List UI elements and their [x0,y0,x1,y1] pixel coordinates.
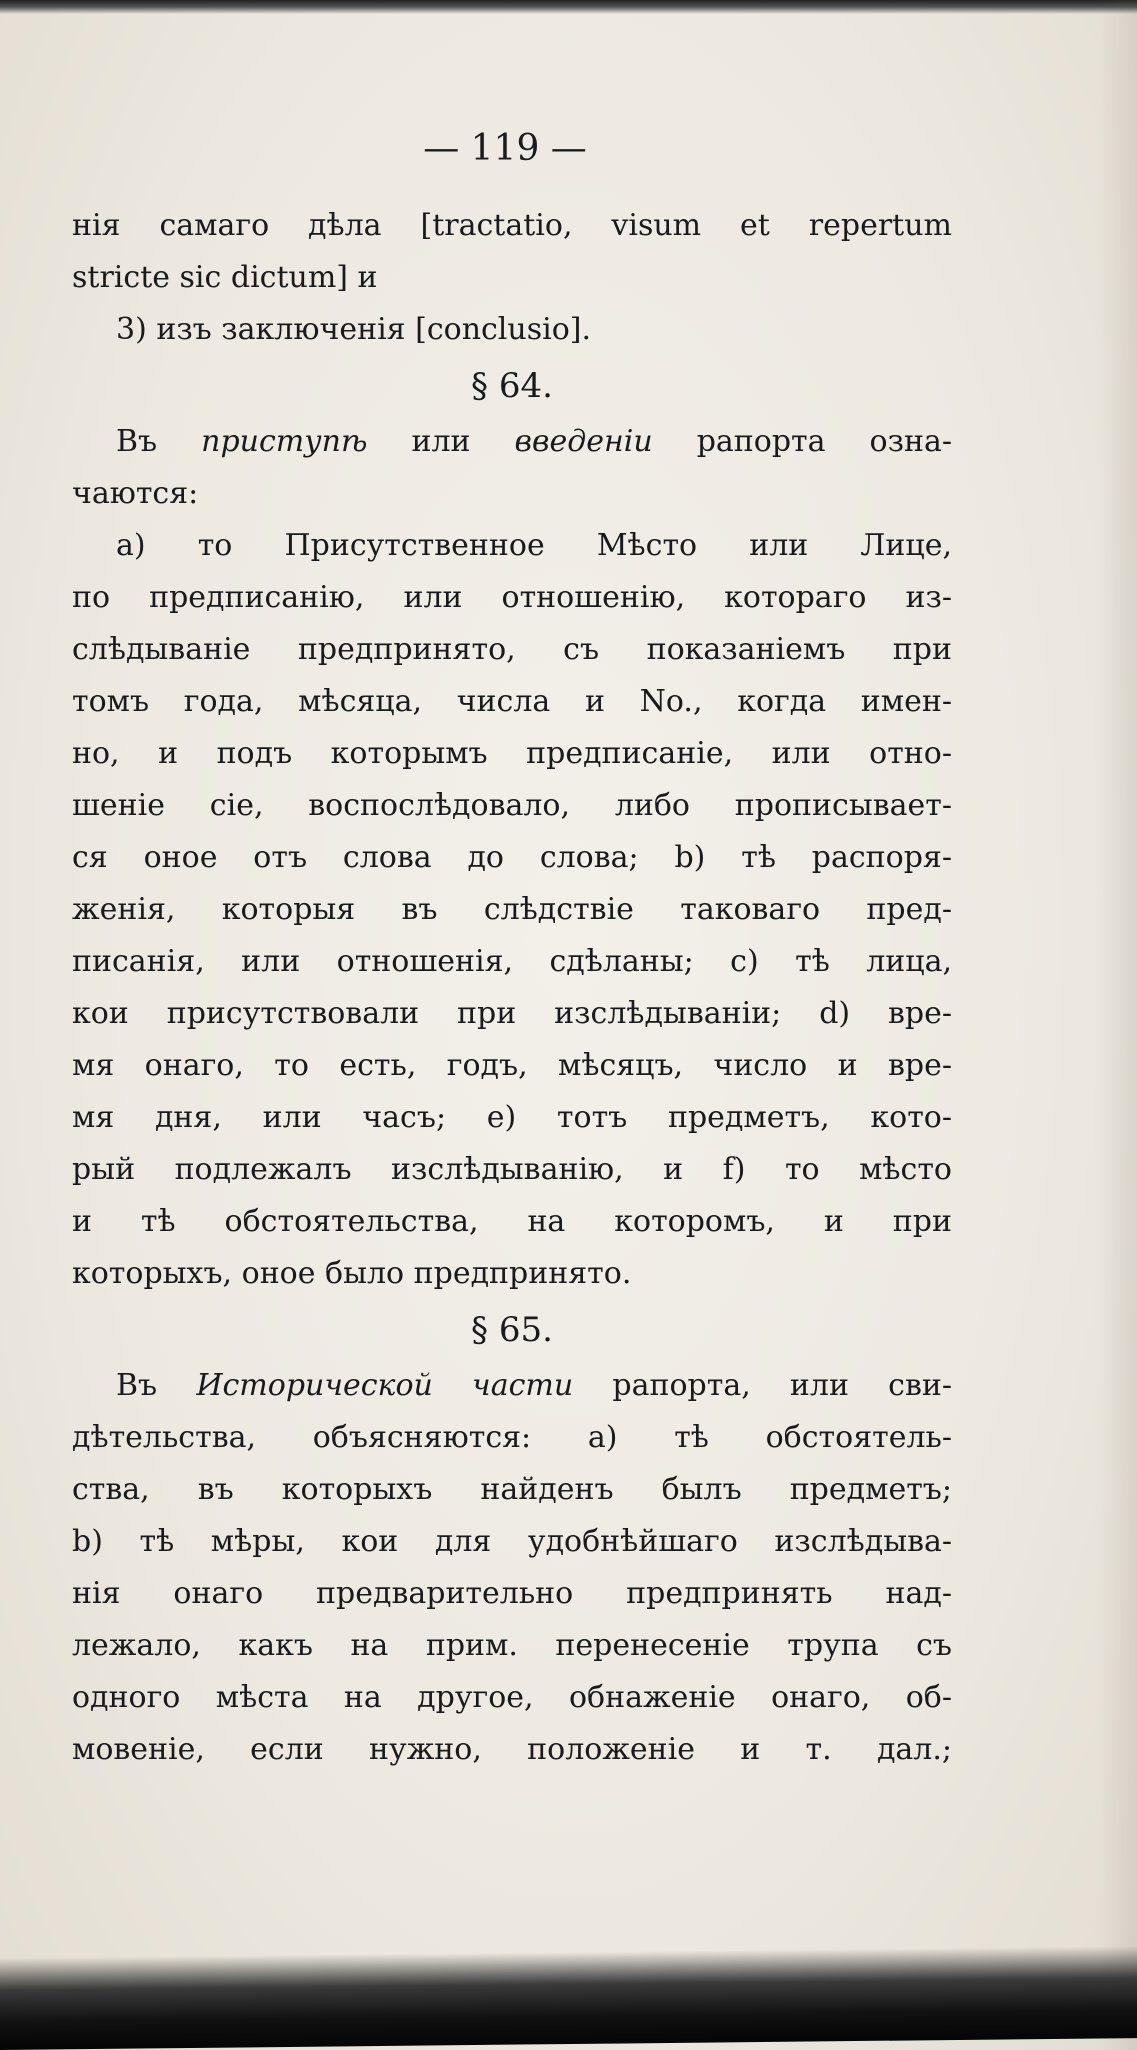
text-line: ся оное отъ слова до слова; b) тѣ распоря- [72,840,952,875]
text-line: но, и подъ которымъ предписаніе, или отно- [72,736,952,771]
text-line: которыхъ, оное было предпринято. [72,1256,632,1291]
text-line: писанія, или отношенія, сдѣланы; c) тѣ лица, [72,944,952,979]
text-line: чаются: [72,476,199,511]
text-line [72,1360,952,1412]
page-number: — 119 — [423,128,587,169]
text-line [72,416,952,468]
text-run: Въ [116,424,202,459]
text-run: Въ [116,1368,197,1403]
section-heading-65: § 65. [471,1310,553,1350]
text-line: рый подлежалъ изслѣдыванію, и f) то мѣсто [72,1152,952,1187]
text-line: 3) изъ заключенія [conclusio]. [116,312,592,347]
text-line: и тѣ обстоятельства, на которомъ, и при [72,1204,952,1239]
text-line: лежало, какъ на прим. перенесеніе трупа съ [72,1628,952,1663]
text-line: b) тѣ мѣры, кои для удобнѣйшаго изслѣдыва- [72,1524,952,1559]
text-run: рапорта озна- [652,424,952,459]
text-line: нія самаго дѣла [tractatio, visum et repertum [72,208,952,243]
text-line: томъ года, мѣсяца, числа и No., когда имен- [72,684,952,719]
text-line: a) то Присутственное Мѣсто или Лице, [116,528,952,563]
text-line: одного мѣста на другое, обнаженіе онаго, об- [72,1680,952,1715]
page-top-edge [0,0,1137,14]
text-run: или [367,424,515,459]
text-line: кои присутствовали при изслѣдываніи; d) вре- [72,996,952,1031]
italic-term: введеніи [514,424,653,459]
page-body [72,200,952,1776]
text-line: мя дня, или часъ; e) тотъ предметъ, кото- [72,1100,952,1135]
text-line: ства, въ которыхъ найденъ былъ предметъ; [72,1472,952,1507]
text-line: stricte sic dictum] и [72,260,378,295]
text-line: шеніе сіе, воспослѣдовало, либо прописывает- [72,788,952,823]
text-line: женія, которыя въ слѣдствіе таковаго пред- [72,892,952,927]
text-line: дѣтельства, объясняются: a) тѣ обстоятель- [72,1420,952,1455]
text-line: мя онаго, то есть, годъ, мѣсяцъ, число и вре- [72,1048,952,1083]
section-heading-64: § 64. [471,366,553,406]
text-line: мовеніе, если нужно, положеніе и т. дал.; [72,1732,952,1767]
text-line: по предписанію, или отношенію, котораго из- [72,580,952,615]
italic-term: приступѣ [201,424,368,459]
page-shadow [1097,0,1137,2050]
page-bottom-edge [0,1946,1137,2050]
text-line: слѣдываніе предпринято, съ показаніемъ при [72,632,952,667]
text-line: нія онаго предварительно предпринять над- [72,1576,952,1611]
text-run: рапорта, или сви- [573,1368,952,1403]
italic-term: Исторической части [196,1368,574,1403]
